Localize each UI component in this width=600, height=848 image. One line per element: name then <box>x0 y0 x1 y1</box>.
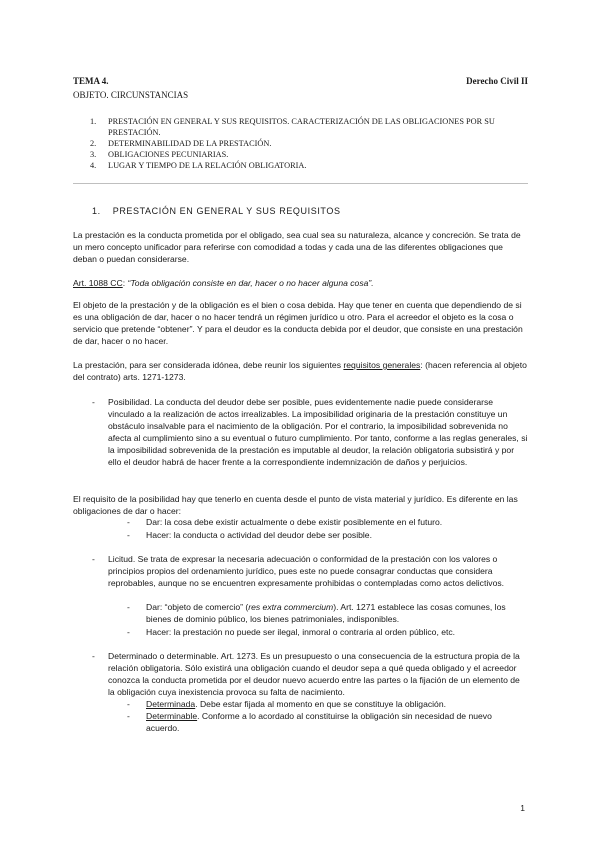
toc-item: 1. PRESTACIÓN EN GENERAL Y SUS REQUISITOS. CARACTERIZACIÓN DE LAS OBLIGACIONES POR SU PRESTACIÓN. <box>90 117 495 137</box>
posibilidad-hacer: Hacer: la conducta o actividad del deudor debe ser posible. <box>146 530 372 540</box>
bullet-dash: - <box>127 517 130 527</box>
bullet-dash: - <box>92 397 95 407</box>
toc-item: 3. OBLIGACIONES PECUNIARIAS. <box>90 150 229 159</box>
bullet-dash: - <box>127 530 130 540</box>
bullet-dash: - <box>92 651 95 661</box>
page-number: 1 <box>520 803 525 813</box>
bullet-dash: - <box>92 554 95 564</box>
subject-label: Derecho Civil II <box>466 76 528 86</box>
tema-label: TEMA 4. <box>73 76 109 86</box>
paragraph-posibilidad-note: El requisito de la posibilidad hay que tenerlo en cuenta desde el punto de vista material y jurídico. Es diferente en las obligaciones de dar o hacer: <box>73 494 518 516</box>
licitud-hacer: Hacer: la prestación no puede ser ilegal, inmoral o contraria al orden público, etc. <box>146 627 456 637</box>
article-reference: Art. 1088 CC <box>73 278 123 288</box>
requirement-licitud: Licitud. Se trata de expresar la necesaria adecuación o conformidad de la prestación con los valores o principios propios del ordenamiento jurídico, pues este no puede consagrar conductas que considera reprobables, aunque no se encuentren expresamente prohibidas o contempladas como actos delictivos. <box>108 554 505 588</box>
document-subtitle: OBJETO. CIRCUNSTANCIAS <box>73 90 189 100</box>
article-quote: Art. 1088 CC: “Toda obligación consiste en dar, hacer o no hacer alguna cosa”. <box>73 278 374 288</box>
bullet-dash: - <box>127 711 130 721</box>
paragraph-definition: La prestación es la conducta prometida por el obligado, sea cual sea su naturaleza, alcance y concreción. Se trata de un mero concepto unificador para referirse con comodidad a todas y cada una de las diferentes obligaciones que deban o puedan considerarse. <box>73 230 521 264</box>
paragraph-requirements: La prestación, para ser considerada idónea, debe reunir los siguientes requisitos generales: (hacen referencia al objeto del contrato) arts. 1271-1273. <box>73 360 527 382</box>
toc-item: 2. DETERMINABILIDAD DE LA PRESTACIÓN. <box>90 139 272 148</box>
determinable-item: Determinable. Conforme a lo acordado al constituirse la obligación sin necesidad de nuevo acuerdo. <box>146 711 492 733</box>
section-heading: 1. PRESTACIÓN EN GENERAL Y SUS REQUISITOS <box>92 206 341 216</box>
bullet-dash: - <box>127 699 130 709</box>
toc-item: 4. LUGAR Y TIEMPO DE LA RELACIÓN OBLIGATORIA. <box>90 161 307 170</box>
requirement-posibilidad: Posibilidad. La conducta del deudor debe ser posible, pues evidentemente nadie puede considerarse vinculado a la realización de actos irrealizables. La imposibilidad originaria de la prestación constituye un obstáculo insalvable para el nacimiento de la obligación. Por el contrario, la imposibilidad sobrevenida no afecta al cumplimiento sino a su eventual o futuro cumplimiento. Por tanto, conforme a las reglas generales, si la imposibilidad sobrevenida de la prestación es imputable al deudor, la relación obligatoria subsistirá y por ello el deudor habrá de hacer frente a la correspondiente indemnización de daños y perjuicios. <box>108 397 528 467</box>
bullet-dash: - <box>127 602 130 612</box>
article-text: “Toda obligación consiste en dar, hacer o no hacer alguna cosa”. <box>127 278 374 288</box>
determinada-item: Determinada. Debe estar fijada al momento en que se constituye la obligación. <box>146 699 447 709</box>
posibilidad-dar: Dar: la cosa debe existir actualmente o debe existir posiblemente en el futuro. <box>146 517 443 527</box>
divider <box>73 183 528 184</box>
paragraph-object: El objeto de la prestación y de la obligación es el bien o cosa debida. Hay que tener en cuenta que dependiendo de si es una obligación de dar, hacer o no hacer tendrá un régimen jurídico u otro. Para el acreedor el objeto es la cosa o servicio que pretende “obtener”. Y para el deudor es la conducta debida por el deudor, que consiste en una prestación de dar, hacer o no hacer. <box>73 300 523 346</box>
licitud-dar: Dar: “objeto de comercio” (res extra commercium). Art. 1271 establece las cosas comunes, los bienes de dominio público, los bienes patrimoniales, indisponibles. <box>146 602 506 624</box>
bullet-dash: - <box>127 627 130 637</box>
requirement-determinado: Determinado o determinable. Art. 1273. Es un presupuesto o una consecuencia de la estructura propia de la relación obligatoria. Sólo existirá una obligación cuando el deudor sepa a qué queda obligado y el acreedor conozca la conducta prometida por el deudor nuevo acuerdo entre las partes o la fijación de un elemento de la obligación cuya inexistencia provoca su falta de nacimiento. <box>108 651 520 697</box>
table-of-contents <box>90 116 510 171</box>
